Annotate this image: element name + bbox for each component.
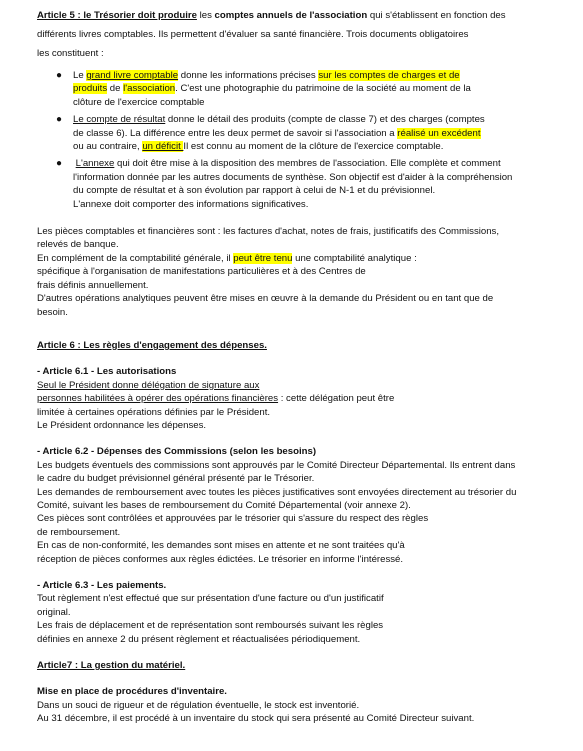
article5-line2: différents livres comptables. Ils permettent d'évaluer sa santé financière. Trois documents obligatoires (37, 29, 469, 40)
article6-1: - Article 6.1 - Les autorisations Seul le Président donne délégation de signature aux personnes habilitées à opérer des opérations financières : cette délégation peut être limitée à certaines opérations définies par le Président. Le Président ordonnance les dépenses. (37, 365, 553, 432)
list-item-compte-resultat: ● Le compte de résultat donne le détail des produits (compte de classe 7) et des charges (comptes de classe 6). La différence entre les deux permet de savoir si l'association a réalisé un excédent ou au contraire, un déficit Il est connu au moment de la clôture de l'exercice comptable. (56, 114, 485, 153)
article5-intro (37, 6, 553, 63)
section-title: - Article 6.2 - Dépenses des Commissions (selon les besoins) (37, 446, 317, 458)
article6-title: Article 6 : Les règles d'engagement des dépenses. (37, 339, 267, 351)
bullet-icon: ● (56, 70, 63, 81)
article7-body: Mise en place de procédures d'inventaire. Dans un souci de rigueur et de régulation éventuelle, le stock est inventorié. Au 31 décembre, il est procédé à un inventaire du stock qui sera présenté au Comité Directeur suivant. (37, 686, 475, 725)
article5-line1: Article 5 : le Trésorier doit produire les comptes annuels de l'association qui s'établissent en fonction des (37, 10, 506, 21)
article5-line3: les constituent : (37, 48, 104, 59)
section-title: - Article 6.3 - Les paiements. (37, 580, 167, 591)
article6-2: - Article 6.2 - Dépenses des Commissions (selon les besoins) Les budgets éventuels des commissions sont approuvés par le Comité Directeur Départemental. Ils entrent dans le cadre du budget prévisionnel général présenté par le Trésorier. Les demandes de remboursement avec toutes les pièces justificatives sont envoyées directement au trésorier du Comité, suivant les bases de remboursement du Comité Départemental (voir annexe 2). Ces pièces sont contrôlées et approuvées par le trésorier qui s'assure du respect des règles de remboursement. En cas de non-conformité, les demandes sont mises en attente et ne sont traitées qu'à réception de pièces conformes aux règles édictées. Le trésorier en informe l'intéressé. (37, 445, 553, 566)
list-item-grand-livre: ● Le grand livre comptable donne les informations précises sur les comptes de charges et de produits de l'association. C'est une photographie du patrimoine de la société au moment de la clôture de l'exercice comptable (56, 70, 471, 108)
pieces-paragraph: Les pièces comptables et financières sont : les factures d'achat, notes de frais, justificatifs des Commissions, relevés de banque. En complément de la comptabilité générale, il peut être tenu une comptabilité analytique : spécifique à l'organisation de manifestations particulières et à des Centres de frais définis annuellement. D'autres opérations analytiques peuvent être mises en œuvre à la demande du Président ou en tant que de besoin. (37, 226, 500, 318)
article5-title: Article 5 : le Trésorier doit produire (37, 10, 197, 21)
article7-title: Article7 : La gestion du matériel. (37, 660, 186, 672)
documents-list (37, 69, 553, 211)
section-title: - Article 6.1 - Les autorisations (37, 366, 177, 378)
list-item-annexe: ● L'annexe qui doit être mise à la disposition des membres de l'association. Elle complète et comment l'information donnée par les autres documents de synthèse. Son objectif est d'aider à la compréhension du compte de résultat et à son évolution par rapport à celui de N-1 et du prévisionnel. L'annexe doit comporter des informations significatives. (56, 158, 513, 210)
bullet-icon: ● (56, 114, 63, 126)
article6-3: - Article 6.3 - Les paiements. Tout règlement n'est effectué que sur présentation d'une facture ou d'un justificatif original. Les frais de déplacement et de représentation sont remboursés suivant les règles définies en annexe 2 du présent règlement et réactualisées périodiquement. (37, 579, 553, 646)
bullet-icon: ● (56, 158, 63, 170)
